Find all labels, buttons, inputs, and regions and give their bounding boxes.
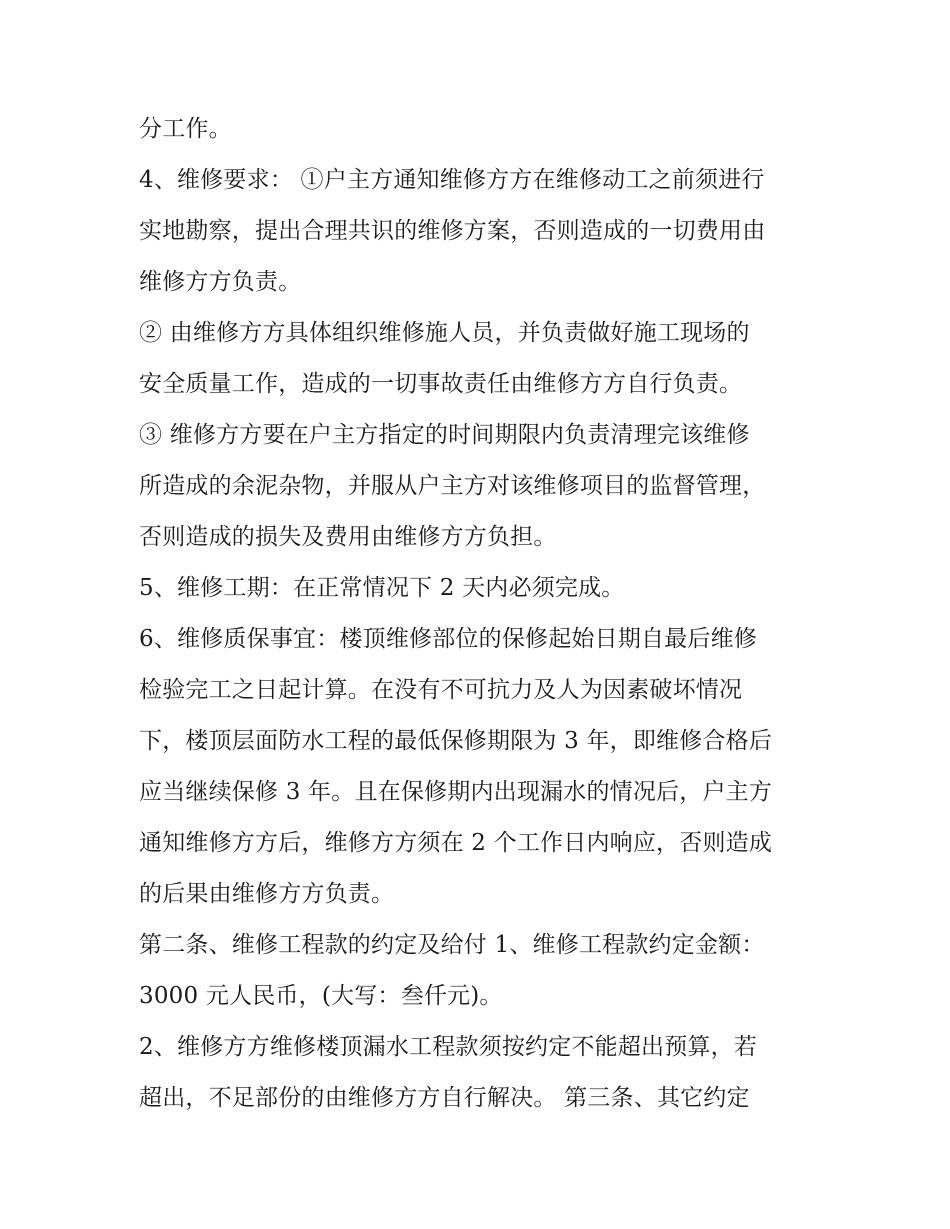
text-line: 第二条、维修工程款的约定及给付 1、维修工程款约定金额：	[139, 932, 765, 958]
text-line: 维修方方负责。	[139, 269, 302, 295]
text-line: 实地勘察，提出合理共识的维修方案，否则造成的一切费用由	[139, 218, 766, 244]
text-line: 4、维修要求： ①户主方通知维修方方在维修动工之前须进行	[139, 167, 765, 193]
text-line: ② 由维修方方具体组织维修施人员，并负责做好施工现场的	[139, 320, 750, 346]
text-line: 5、维修工期：在正常情况下 2 天内必须完成。	[139, 575, 625, 601]
text-line: 的后果由维修方方负责。	[139, 881, 395, 907]
text-line: 6、维修质保事宜：楼顶维修部位的保修起始日期自最后维修	[139, 626, 758, 652]
text-line: 下，楼顶层面防水工程的最低保修期限为 3 年，即维修合格后	[139, 728, 773, 754]
text-line: ③ 维修方方要在户主方指定的时间期限内负责清理完该维修	[139, 422, 750, 448]
text-line: 3000 元人民币，(大写：叁仟元)。	[139, 983, 503, 1009]
text-line: 检验完工之日起计算。在没有不可抗力及人为因素破坏情况	[139, 677, 743, 703]
text-line: 超出，不足部份的由维修方方自行解决。 第三条、其它约定	[139, 1085, 750, 1111]
text-line: 通知维修方方后，维修方方须在 2 个工作日内响应，否则造成	[139, 830, 773, 856]
text-line: 分工作。	[139, 116, 232, 142]
text-line: 应当继续保修 3 年。且在保修期内出现漏水的情况后，户主方	[139, 779, 773, 805]
text-line: 安全质量工作，造成的一切事故责任由维修方方自行负责。	[139, 371, 743, 397]
text-line: 所造成的余泥杂物，并服从户主方对该维修项目的监督管理，	[139, 473, 766, 499]
document-body	[139, 104, 819, 1124]
text-line: 2、维修方方维修楼顶漏水工程款须按约定不能超出预算，若	[139, 1034, 758, 1060]
text-line: 否则造成的损失及费用由维修方方负担。	[139, 524, 557, 550]
